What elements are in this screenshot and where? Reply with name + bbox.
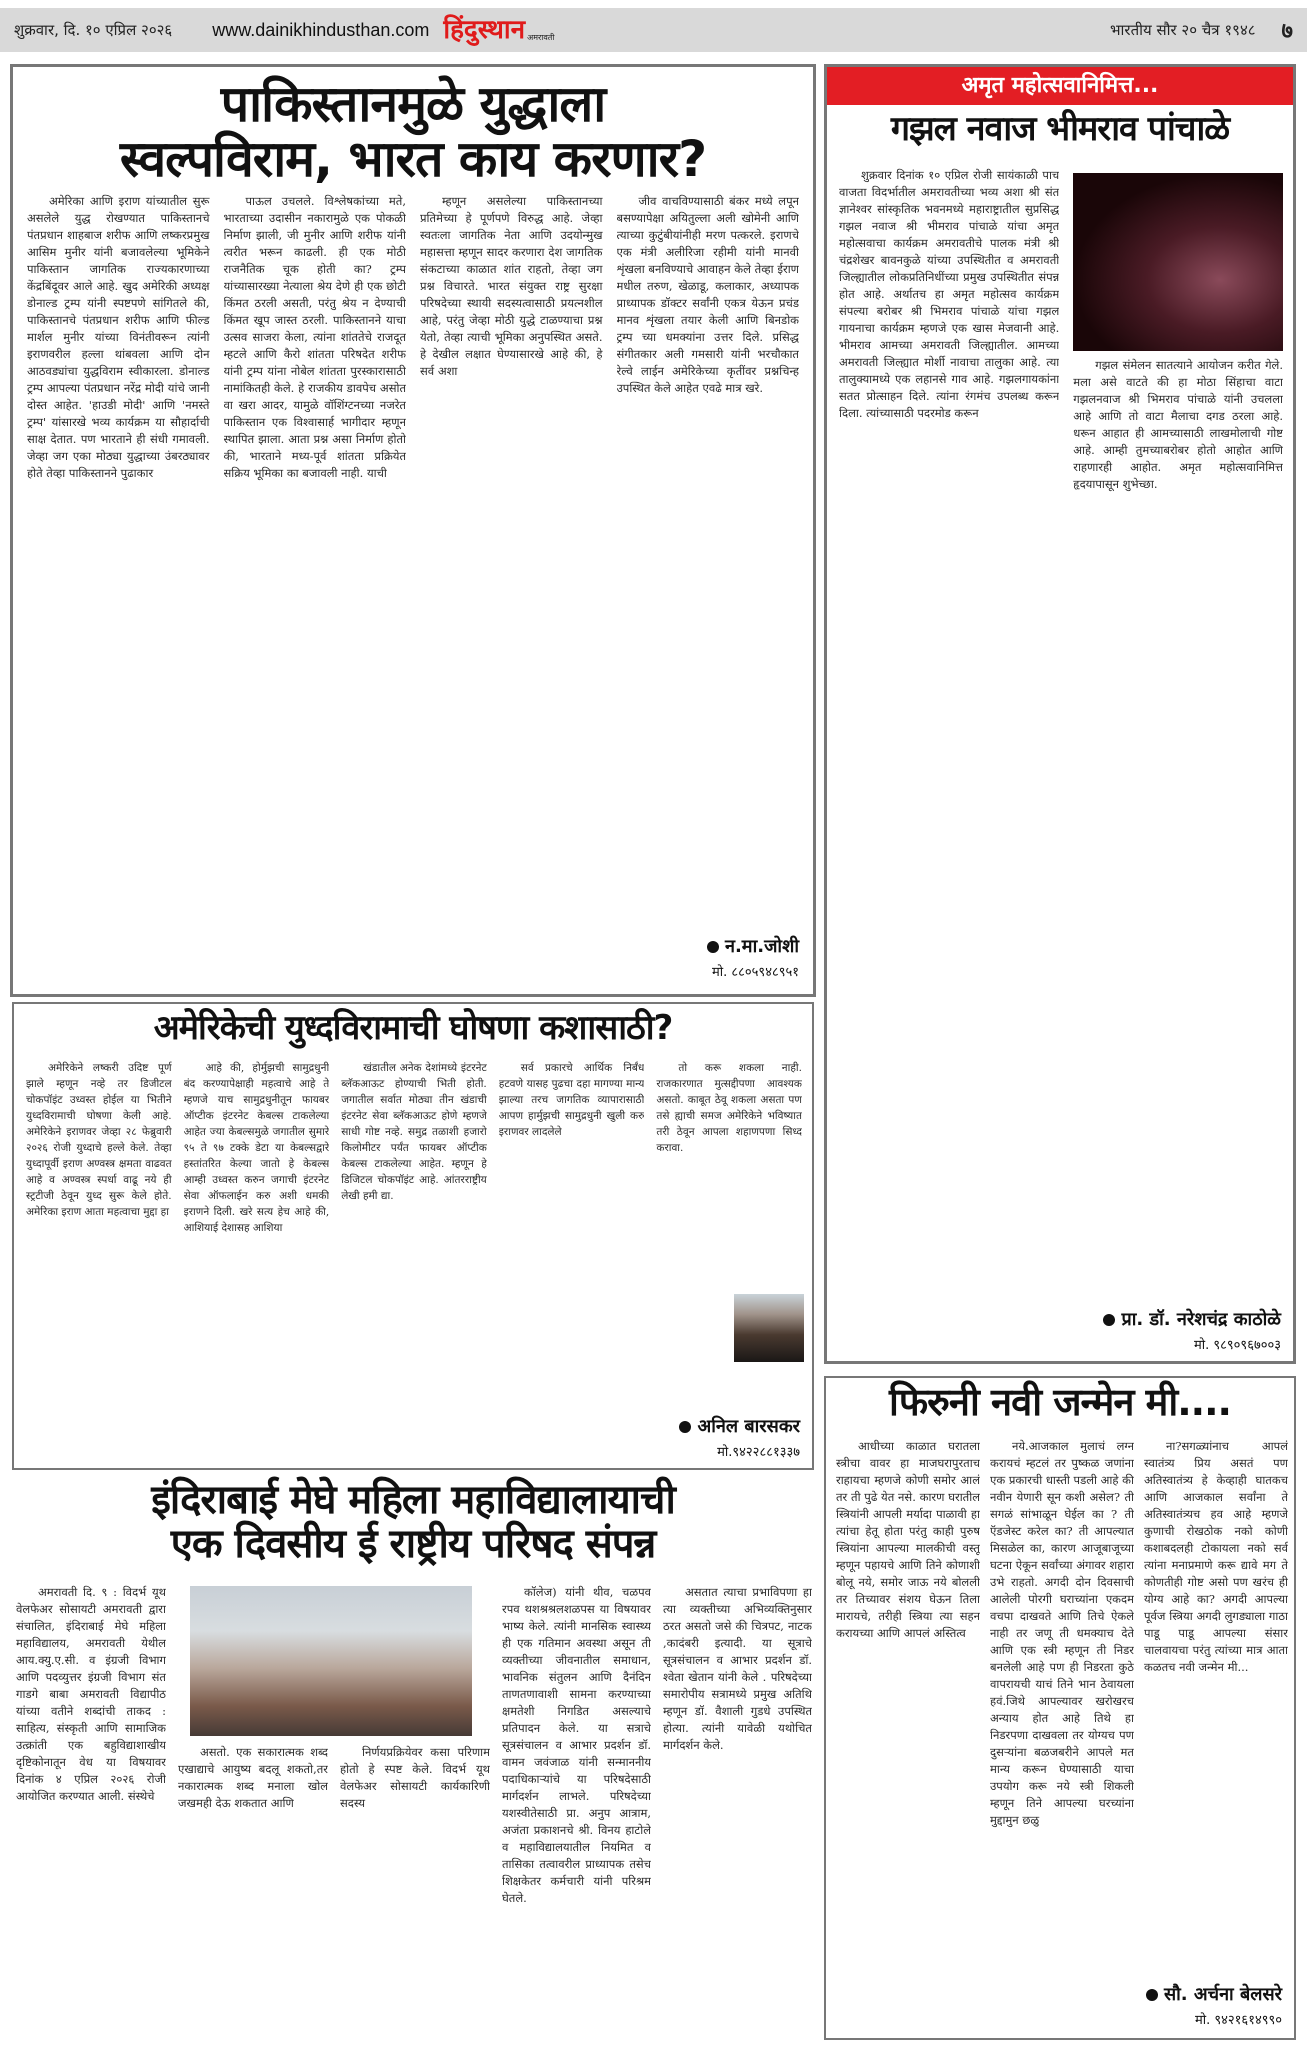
byline: [1146, 1982, 1282, 2028]
website-link[interactable]: www.dainikhindusthan.com: [212, 19, 430, 40]
author-photo: [734, 1294, 804, 1362]
edition-name: अमरावती: [527, 33, 555, 42]
logo-text: हिंदुस्थान: [443, 15, 526, 45]
bullet-icon: [1146, 1989, 1158, 2001]
author-name: न.मा.जोशी: [724, 936, 799, 957]
byline: [707, 934, 799, 980]
article-column: अमरावती दि. ९ : विदर्भ यूथ वेलफेअर सोसायटी अमरावती द्वारा संचालित, इंदिराबाई मेघे महिला महाविद्यालय, अमरावती येथील आय.क्यु.ए.सी. व इंग्रजी विभाग आणि पदव्युत्तर इंग्रजी विभाग संत गाडगे बाबा अमरावती विद्यापीठ यांच्या वतीने शब्दांची ताकद : साहित्य, संस्कृती आणि सामाजिक उत्क्रांती एक बहुविद्याशाखीय दृष्टिकोनातून वेध या विषयावर दिनांक ४ एप्रिल २०२६ रोजी आयोजित करण्यात आली. संस्थेचे: [16, 1585, 166, 1803]
article-headline: अमेरिकेची युध्दविरामाची घोषणा कशासाठी?: [153, 1008, 673, 1048]
author-mobile: मो. ९४२१६१४९९०: [1194, 2013, 1282, 2028]
article-column: पाऊल उचलले. विश्लेषकांच्या मते, भारताच्या उदासीन नकारामुळे एक पोकळी निर्माण झाली, जी मुनीर आणि शरीफ यांनी त्वरीत भरून काढली. ही एक मोठी राजनैतिक चूक होती का? ट्रम्प यांच्यासारख्या नेत्याला श्रेय देणे ही एक छोटी किंमत ठरली असती, परंतु श्रेय न देण्याची किंमत खूप जास्त ठरली. पाकिस्तानने याचा उत्सव साजरा केला, त्यांना शांततेचे राजदूत म्हटले आणि कैरो शांतता परिषदेत शरीफ यांनी ट्रम्प यांना नोबेल शांतता पुरस्कारासाठी नामांकितही केले. हे राजकीय डावपेच असोत वा खरा आदर, यामुळे वॉशिंग्टनच्या नजरेत पाकिस्तान एक विश्वासार्ह भागीदार म्हणून स्थापित झाला. आता प्रश्न असा निर्माण होतो की, भारताने मध्य-पूर्व शांतता प्रक्रियेत सक्रिय भूमिका का बजावली नाही. याची: [223, 194, 406, 480]
article-column: असतो. एक सकारात्मक शब्द एखाद्याचे आयुष्य बदलू शकतो,तर नकारात्मक शब्द मनाला खोल जखमही देऊ शकतात आणि: [178, 1745, 328, 1810]
section-banner: अमृत महोत्सवानिमित्त...: [827, 67, 1293, 105]
article-headline: फिरुनी नवी जन्मेन मी....: [889, 1380, 1231, 1424]
article-column: सर्व प्रकारचे आर्थिक निर्बंध हटवणे यासह पुढचा दहा मागण्या मान्य झाल्या तरच जागतिक व्यापारासाठी आपण हार्मुझची सामुद्रधुनी खुली करु इराणवर लादलेले: [498, 1062, 645, 1138]
author-name: अनिल बारसकर: [697, 1416, 800, 1437]
article-column: म्हणून असलेल्या पाकिस्तानच्या प्रतिमेच्या हे पूर्णपणे विरुद्ध आहे. जेव्हा स्वतःला जागतिक नेता आणि उदयोन्मुख महासत्ता म्हणून सादर करणारा देश जागतिक संकटाच्या काळात शांत राहतो, तेव्हा जग प्रश्न विचारते. भारत संयुक्त राष्ट्र सुरक्षा परिषदेच्या स्थायी सदस्यत्वासाठी प्रयत्नशील आहे, परंतु जेव्हा मोठी युद्धे टाळण्याचा प्रश्न येतो, तेव्हा त्याची भूमिका अनुपस्थित असते. हे देखील लक्षात घेण्यासारखे आहे की, हे सर्व अशा: [420, 194, 603, 378]
issue-date: शुक्रवार, दि. १० एप्रिल २०२६: [14, 21, 173, 39]
page-number: ७: [1281, 19, 1293, 44]
article-indirabai-conference: [12, 1478, 814, 2047]
article-phiruni-navi: [824, 1376, 1296, 2040]
author-mobile: मो.९४२२८८१३३७: [717, 1445, 800, 1460]
article-headline: [13, 77, 813, 187]
article-column: शुक्रवार दिनांक १० एप्रिल रोजी सायंकाळी पाच वाजता विदर्भातील अमरावतीच्या भव्य अशा श्री संत ज्ञानेश्वर सांस्कृतिक भवनमध्ये महाराष्ट्रातील सुप्रसिद्ध गझल नवाज श्री भीमराव पांचाळे यांचा अमृत महोत्सवाचा कार्यक्रम अमरावतीचे पालक मंत्री श्री चंद्रशेखर बावनकुळे यांच्या उपस्थितीत व अमरावती जिल्ह्यातील लोकप्रतिनिधींच्या प्रमुख उपस्थितीत संपन्न होत आहे. अर्थातच हा अमृत महोत्सव कार्यक्रम संपल्या बरोबर श्री भिमराव पांचाळे यांचा गझल गायनाचा कार्यक्रम म्हणजे एक खास मेजवानी आहे. भीमराव आमच्या अमरावती जिल्ह्यातील. आमच्या अमरावती जिल्ह्यात मोर्शी नावाचा तालुका आहे. त्या तालुक्यामध्ये एक लहानसे गाव आहे. गझलगायकांना सतत प्रोत्साहन दिले. त्यांना रंगमंच उपलब्ध करून दिला. त्यांच्यासाठी पदरमोड करून: [839, 168, 1060, 420]
byline: [1103, 1307, 1281, 1353]
masthead: [0, 8, 1307, 52]
author-name: सौ. अर्चना बेलसरे: [1163, 1984, 1282, 2005]
article-column: जीव वाचविण्यासाठी बंकर मध्ये लपून बसण्यापेक्षा अयितुल्ला अली खोमेनी आणि त्याच्या कुटुंबीयांनीही मरण पत्करले. इराणचे एक मंत्री अलीरिजा रहीमी यांनी मानवी शृंखला बनविण्याचे आवाहन केले तेव्हा ईराण मधील तरुण, खेळाडू, कलाकार, अध्यापक प्राध्यापक डॉक्टर सर्वांनी एकत्र येऊन प्रचंड मानव शृंखला तयार केली आणि बिनडोक ट्रम्प च्या धमक्यांना उत्तर दिले. प्रसिद्ध संगीतकार अली गमसारी यांनी भरचौकात रेल्वे लाईन अमेरिकेच्या कृतींवर प्रश्नचिन्ह उपस्थित केले आहेत एवढे मात्र खरे.: [616, 194, 799, 395]
headline-line: एक दिवसीय ई राष्ट्रीय परिषद संपन्न: [170, 1521, 656, 1567]
byline: [679, 1414, 800, 1460]
article-us-ceasefire: [12, 1002, 814, 1470]
article-column: असतात त्याचा प्रभाविपणा हा त्या व्यक्तीच्या अभिव्यक्तिनुसार ठरत असतो जसे की चित्रपट, नाटक ,कादंबरी इत्यादी. या सूत्राचे सूत्रसंचालन व आभार प्रदर्शन डॉ. श्वेता खेतान यांनी केले . परिषदेच्या समारोपीय सत्रामध्ये प्रमुख अतिथि म्हणून डॉ. वैशाली गुडधे उपस्थित होत्या. त्यांनी यावेळी यथोचित मार्गदर्शन केले.: [663, 1585, 812, 1752]
article-column: खंडातील अनेक देशांमध्ये इंटरनेट ब्लॅकआऊट होण्याची भिती होती. जगातील सर्वात मोठ्या तीन खंडाची इंटरनेट सेवा ब्लॅकआऊट होणे म्हणजे साधी गोष्ट नव्हे. समुद्र तळाशी हजारो किलोमीटर पर्यंत फायबर ऑप्टीक केबल्स टाकलेल्या आहेत. म्हणून हे डिजिटल चोकपॉइंट आहे. आंतरराष्ट्रीय लेखी हमी द्या.: [341, 1062, 487, 1202]
bullet-icon: [1103, 1314, 1115, 1326]
newspaper-logo: [443, 17, 554, 43]
article-column: अमेरिकेने लष्करी उदिष्ट पूर्ण झाले म्हणून नव्हे तर डिजीटल चोकपॉइंट उध्वस्त होईल या भितीने युध्दविरामाची घोषणा केली आहे. अमेरिकेने इराणवर जेव्हा २८ फेब्रुवारी २०२६ रोजी युध्दाचे हल्ले केले. तेव्हा युध्दापूर्वी इराण अण्वस्त्र क्षमता वाढवत आहे व अण्वस्त्र स्पर्धा वाढू नये ही स्ट्रटीजी ठेवून युध्द सुरू केले होते. अमेरिका इराण आता महत्वाचा मुद्दा हा: [26, 1062, 172, 1218]
article-headline: गझल नवाज भीमराव पांचाळे: [890, 109, 1230, 149]
author-mobile: मो. ९८९०९६७००३: [1193, 1338, 1281, 1353]
headline-line: इंदिराबाई मेघे महिला महाविद्यालायाची: [151, 1477, 675, 1523]
saka-date: भारतीय सौर २० चैत्र १९४८: [1110, 21, 1256, 39]
article-column: आहे की, होर्मुझची सामुद्रधुनी बंद करण्यापेक्षाही महत्वाचे आहे ते म्हणजे याच सामुद्रधुनीतून फायबर ऑप्टीक इंटरनेट केबल्स टाकलेल्या आहेत ज्या केबल्समुळे जगातील सुमारे ९५ ते ९७ टक्के डेटा या केबल्सद्वारे हस्तांतरित केल्या जातो हे केबल्स आम्ही उध्वस्त करुन जगाची इंटरनेट सेवा ऑफलाईन करु अशी धमकी इराणने दिली. खरे सत्य हेच आहे की, आशियाई देशासह आशिया: [183, 1062, 330, 1234]
author-mobile: मो. ८८०५९४८९५१: [711, 965, 799, 980]
article-ghazal-nawaz: [824, 64, 1296, 1364]
bullet-icon: [707, 941, 719, 953]
article-column: निर्णयप्रक्रियेवर कसा परिणाम होतो हे स्पष्ट केले. विदर्भ यूथ वेलफेअर सोसायटी कार्यकारिणी सदस्य: [340, 1745, 490, 1810]
headline-line: पाकिस्तानमुळे युद्धाला: [220, 75, 606, 133]
headline-line: स्वल्पविराम, भारत काय करणार?: [119, 130, 707, 188]
article-pakistan-ceasefire: [10, 64, 816, 997]
article-column: आधीच्या काळात घरातला स्त्रीचा वावर हा माजघरापुरताच राहायचा म्हणजे कोणी समोर आलं तर ती पुढे येत नसे. कारण घरातील स्त्रियांनी आपली मर्यादा पाळावी हा त्यांचा हेतू होता परंतु काही पुरुष स्त्रियांना आपल्या मालकीची वस्तू म्हणून पहायचे आणि तिने कोणाशी बोलू नये, समोर जाऊ नये बोलली तर तिच्यावर संशय घेऊन तिला मारायचे, तरीही स्त्रिया त्या सहन करायच्या आणि आपलं अस्तित्व: [836, 1439, 980, 1640]
article-column: अमेरिका आणि इराण यांच्यातील सुरू असलेले युद्ध रोखण्यात पाकिस्तानचे पंतप्रधान शाहबाज शरीफ आणि लष्करप्रमुख आसिम मुनीर यांनी बजावलेल्या भूमिकेने पाकिस्तान जागतिक राज्यकारणाच्या केंद्रबिंदूवर आले आहे. खुद अमेरिकी अध्यक्ष डोनाल्ड ट्रम्प यांनी स्पष्टपणे सांगितले की, पाकिस्तानचे पंतप्रधान शरीफ आणि फील्ड मार्शल मुनीर यांच्या विनंतीवरून त्यांनी इराणवरील हल्ला थांबवला आणि दोन आठवड्यांचा युद्धविराम स्वीकारला. डोनाल्ड ट्रम्प आपल्या पंतप्रधान नरेंद्र मोदी यांचे जानी दोस्त आहेत. 'हाउडी मोदी' आणि 'नमस्ते ट्रम्प' यांसारखे भव्य कार्यक्रम या सौहार्दाची साक्ष देतात. पण भारताने ही संधी गमावली. जेव्हा जग एका मोठ्या युद्धाच्या उंबरठ्यावर होते तेव्हा पाकिस्तानने पुढाकार: [27, 194, 210, 480]
article-column: ना?सगळ्यांनाच आपलं स्वातंत्र्य प्रिय असतं पण अतिस्वातंत्र्य हे केव्हाही घातकच आणि आजकाल सर्वांना ते अतिस्वातंत्र्यच हव आहे म्हणजे कुणाची रोखठोक नको कोणी कशाबदलही टोकायला नको सर्व त्यांना मनाप्रमाणे करू द्यावे मग ते कोणतीही गोष्ट असो पण खरंच ही योग्य आहे का? अगदी आपल्या पूर्वज स्त्रिया अगदी लुगड्याला गाठा पाडू पाडू आपल्या संसार चालवायचा परंतु त्यांच्या मात्र आता कळतच नवी जन्मेन मी...: [1144, 1439, 1288, 1674]
article-column: गझल संमेलन सातत्याने आयोजन करीत गेले. मला असे वाटते की हा मोठा सिंहाचा वाटा गझलनवाज श्री भिमराव पांचाळे यांनी उचलला आहे आणि तो वाटा मैलाचा दगड ठरला आहे. धरून आहात ही आमच्यासाठी लाखमोलाची गोष्ट आहे. आम्ही तुमच्याबरोबर होतो आहोत आणि राहणारही आहोत. अमृत महोत्सवानिमित्त हृदयापासून शुभेच्छा.: [1073, 358, 1283, 491]
bullet-icon: [679, 1421, 691, 1433]
article-headline: [12, 1478, 814, 1566]
article-column: नये.आजकाल मुलाचं लग्न करायचं म्हटलं तर पुष्कळ जणांना एक प्रकारची धास्ती पडली आहे की नवीन येणारी सून कशी असेल? ती सगळं सांभाळून घेईल का ? ती ऍडजेस्ट करेल का? ती आपल्यात मिसळेल का, कारण आजूबाजूच्या घटना ऐकून सर्वांच्या अंगावर शहारा उभे राहतो. अगदी दोन दिवसाची आलेली पोरगी घराच्यांना एकदम वचपा दाखवते आणि तिचे ऐकले नाही तर जणू ती धमक्याच देते आणि एक स्त्री म्हणून ती निडर बनलेली आहे पण ही निडरता कुठे वापरायची याचं तिने भान ठेवायला हवं.जिथे आपल्यावर खरोखरच अन्याय होत आहे तिथे हा निडरपणा दाखवला तर योग्यच पण दुसऱ्यांना बळजबरीने आपले मत मान्य करून घेण्यासाठी याचा उपयोग करू नये स्त्री शिकली म्हणून तिने आपल्या घरच्यांना मुद्दामुन छळु: [990, 1439, 1134, 1827]
author-name: प्रा. डॉ. नरेशचंद्र काठोळे: [1121, 1309, 1281, 1330]
article-column: तो करू शकला नाही. राजकारणात मुत्सद्दीपणा आवश्यक असतो. काबूत ठेवू शकला असता पण तसे ह्याची समज अमेरिकेने भविष्यात तरी ठेवून आपला शहाणपणा सिध्द करावा.: [656, 1062, 802, 1154]
article-column: कॉलेज) यांनी थीव, चळपव रपव थशश्रश्रलशळपस या विषयावर भाष्य केले. त्यांनी मानसिक स्वास्थ्य ही एक गतिमान अवस्था असून ती व्यक्तीच्या जीवनातील समाधान, भावनिक संतुलन आणि दैनंदिन ताणतणावाशी सामना करण्याच्या क्षमतेशी निगडित असल्याचे प्रतिपादन केले. या सत्राचे सूत्रसंचालन व आभार प्रदर्शन डॉ. वामन जवंजाळ यांनी सन्माननीय पदाधिकाऱ्यांचे या परिषदेसाठी मार्गदर्शन लाभले. परिषदेच्या यशस्वीतेसाठी प्रा. अनुप आत्राम, अजंता प्रकाशनचे श्री. विनय हाटोले व महाविद्यालयातील नियमित व तासिका तत्वावरील प्राध्यापक तसेच शिक्षकेतर कर्मचारी यांनी परिश्रम घेतले.: [502, 1585, 651, 1905]
